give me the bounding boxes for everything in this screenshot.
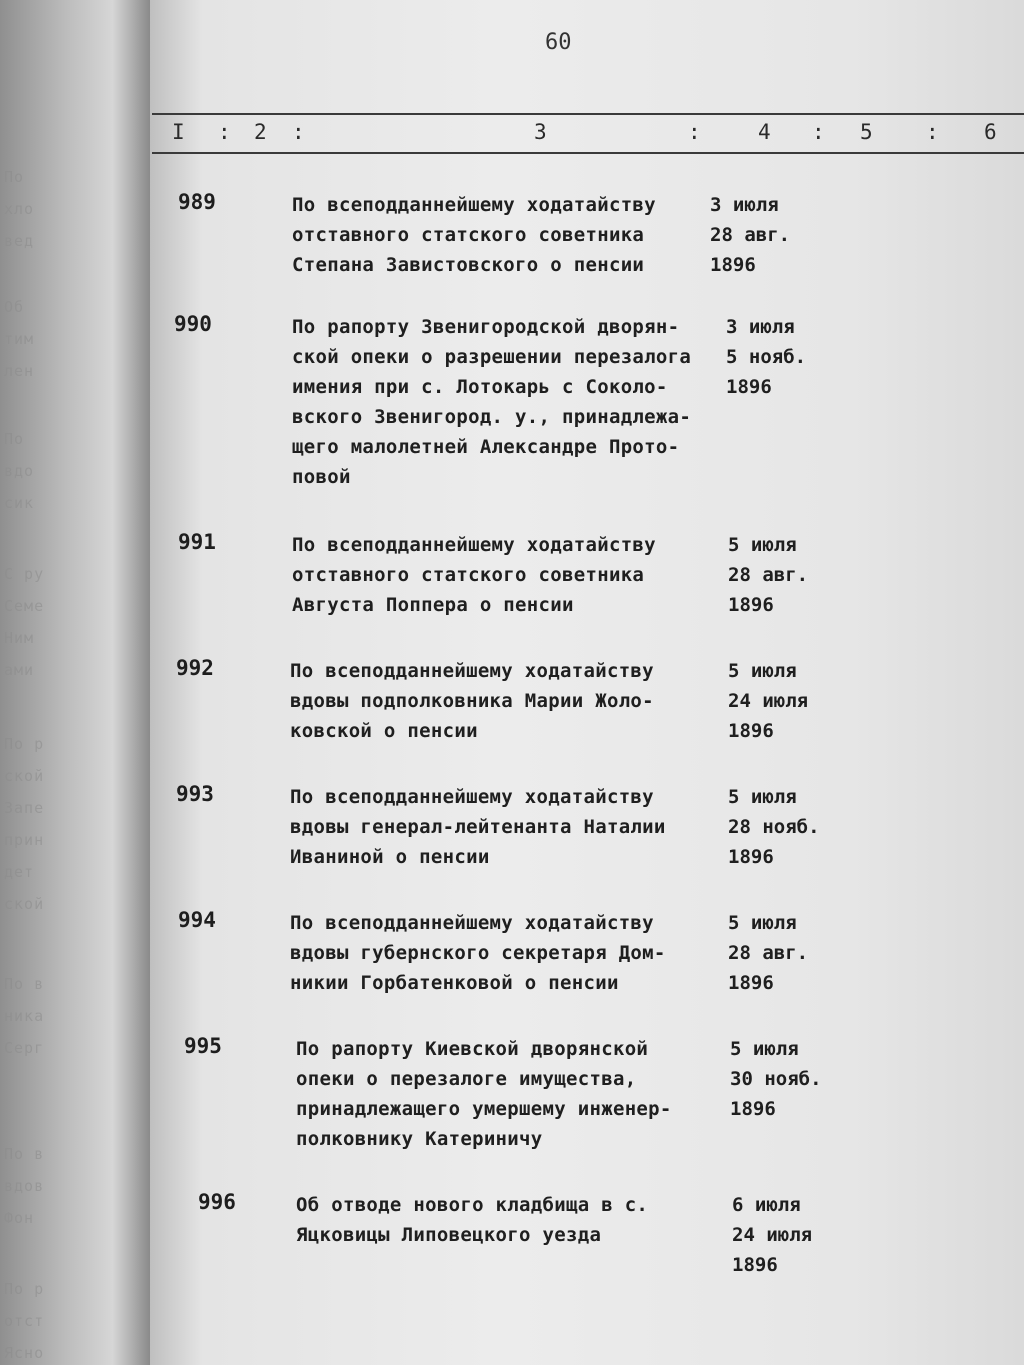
ghost-text: вед: [4, 232, 35, 250]
entry-number: 989: [178, 190, 216, 214]
ghost-text: Фон: [4, 1209, 35, 1227]
ghost-text: Семе: [4, 597, 45, 615]
ghost-text: ской: [4, 895, 45, 913]
ghost-text: дет: [4, 863, 35, 881]
entry-description: По всеподданнейшему ходатайству отставного статского советника Августа Поппера о пенсии: [292, 534, 656, 616]
ghost-text: Серг: [4, 1039, 45, 1057]
column-separator: :: [812, 120, 825, 144]
ghost-text: хло: [4, 200, 35, 218]
entry-description: По всеподданнейшему ходатайству вдовы генерал-лейтенанта Наталии Иваниной о пенсии: [290, 786, 666, 868]
column-header-3: 3: [534, 120, 547, 144]
entry-number: 994: [178, 908, 216, 932]
entry-dates: 3 июля 5 нояб. 1896: [726, 316, 807, 398]
entry-dates: 5 июля 28 авг. 1896: [728, 912, 809, 994]
column-header-5: 5: [860, 120, 873, 144]
ghost-text: По р: [4, 735, 45, 753]
ghost-text: сик: [4, 494, 35, 512]
entry-dates: 5 июля 24 июля 1896: [728, 660, 809, 742]
ghost-text: лен: [4, 362, 35, 380]
archive-stamp: [805, 0, 875, 26]
ghost-text: Об: [4, 298, 25, 316]
column-header-2: 2: [254, 120, 267, 144]
ghost-text: Ним: [4, 629, 35, 647]
ghost-text: прин: [4, 831, 45, 849]
left-page-edge: [0, 0, 150, 1365]
ghost-text: тим: [4, 330, 35, 348]
header-rule-bottom: [152, 152, 1024, 154]
ghost-text: ами: [4, 661, 35, 679]
entry-dates: 5 июля 28 нояб. 1896: [728, 786, 820, 868]
ghost-text: По в: [4, 1145, 45, 1163]
column-header-1: I: [172, 120, 185, 144]
ghost-text: отст: [4, 1312, 45, 1330]
ghost-text: ника: [4, 1007, 45, 1025]
column-header-6: 6: [984, 120, 997, 144]
ghost-text: вдо: [4, 462, 35, 480]
column-header-4: 4: [758, 120, 771, 144]
column-separator: :: [688, 120, 701, 144]
ghost-text: С ру: [4, 565, 45, 583]
page-number: 60: [545, 30, 572, 55]
entry-description: Об отводе нового кладбища в с. Яцковицы Липовецкого уезда: [296, 1194, 649, 1246]
ghost-text: Запе: [4, 799, 45, 817]
entry-dates: 3 июля 28 авг. 1896: [710, 194, 791, 276]
entry-description: По всеподданнейшему ходатайству отставного статского советника Степана Завистовского о пенсии: [292, 194, 656, 276]
entry-dates: 5 июля 30 нояб. 1896: [730, 1038, 822, 1120]
column-separator: :: [218, 120, 231, 144]
entry-description: По всеподданнейшему ходатайству вдовы губернского секретаря Дом- никии Горбатенковой о пенсии: [290, 912, 666, 994]
entry-number: 995: [184, 1034, 222, 1058]
entry-number: 991: [178, 530, 216, 554]
entry-number: 990: [174, 312, 212, 336]
ghost-text: ской: [4, 767, 45, 785]
column-separator: :: [292, 120, 305, 144]
entry-number: 993: [176, 782, 214, 806]
ghost-text: По р: [4, 1280, 45, 1298]
ghost-text: По: [4, 168, 25, 186]
entry-description: По всеподданнейшему ходатайству вдовы подполковника Марии Жоло- ковской о пенсии: [290, 660, 654, 742]
entry-dates: 5 июля 28 авг. 1896: [728, 534, 809, 616]
ghost-text: По в: [4, 975, 45, 993]
entry-number: 992: [176, 656, 214, 680]
ghost-text: По: [4, 430, 25, 448]
entry-number: 996: [198, 1190, 236, 1214]
column-separator: :: [926, 120, 939, 144]
ghost-text: Ясно: [4, 1344, 45, 1362]
entry-description: По рапорту Звенигородской дворян- ской опеки о разрешении перезалога имения при с. Лотокарь с Соколо- вского Звенигород. у., принадлежа- щего малолетней Александре Прото- повой: [292, 316, 692, 488]
ghost-text: вдов: [4, 1177, 45, 1195]
header-rule-top: [152, 113, 1024, 115]
entry-dates: 6 июля 24 июля 1896: [732, 1194, 813, 1276]
entry-description: По рапорту Киевской дворянской опеки о перезалоге имущества, принадлежащего умершему инженер- полковнику Катериничу: [296, 1038, 672, 1150]
